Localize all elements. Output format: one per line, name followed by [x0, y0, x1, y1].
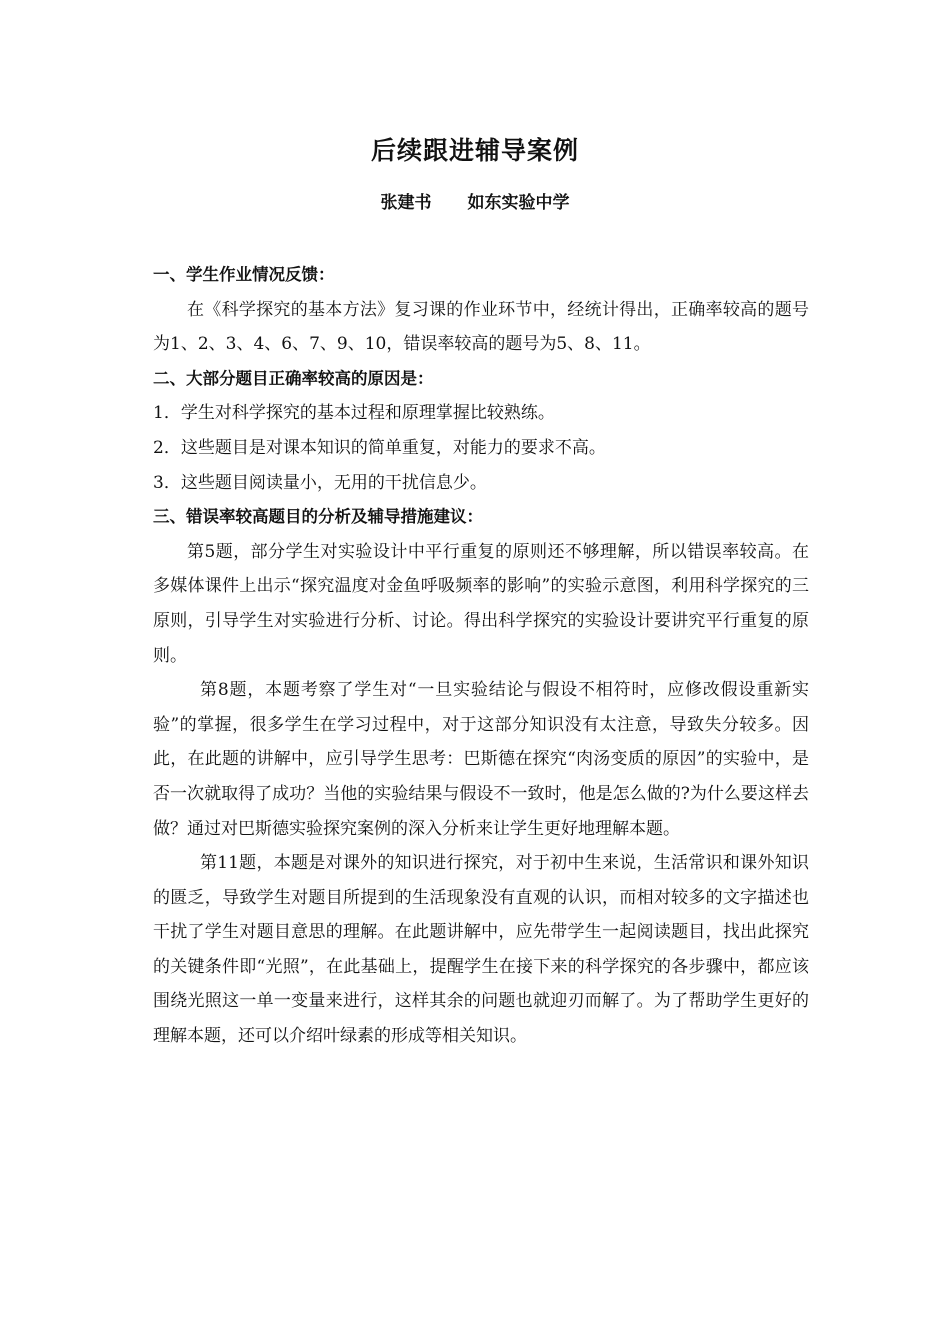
author-school: 如东实验中学	[467, 193, 570, 213]
section-heading-1: 一、学生作业情况反馈：	[153, 265, 335, 284]
section-heading-2: 二、大部分题目正确率较高的原因是：	[153, 368, 434, 388]
section-heading-3: 三、错误率较高题目的分析及辅导措施建议：	[153, 507, 483, 527]
list-item: 3．这些题目阅读量小，无用的干扰信息少。	[153, 472, 487, 493]
author-line	[0, 190, 950, 216]
list-item: 1．学生对科学探究的基本过程和原理掌握比较熟练。	[153, 403, 555, 424]
paragraph-question-11: 第11题，本题是对课外的知识进行探究，对于初中生来说，生活常识和课外知识的匮乏，导致学生对题目所提到的生活现象没有直观的认识，而相对较多的文字描述也干扰了学生对题目意思的理解。在此题讲解中，应先带学生一起阅读题目，找出此探究的关键条件即“光照”，在此基础上，提醒学生在接下来的科学探究的各步骤中，都应该围绕光照这一单一变量来进行，这样其余的问题也就迎刃而解了。为了帮助学生更好的理解本题，还可以介绍叶绿素的形成等相关知识。	[153, 853, 809, 1047]
document-title: 后续跟进辅导案例	[370, 136, 579, 165]
paragraph-question-5: 第5题，部分学生对实验设计中平行重复的原则还不够理解，所以错误率较高。在多媒体课件上出示“探究温度对金鱼呼吸频率的影响”的实验示意图，利用科学探究的三原则，引导学生对实验进行分析、讨论。得出科学探究的实验设计要讲究平行重复的原则。	[153, 541, 809, 666]
document-body	[153, 258, 809, 1054]
paragraph-feedback: 在《科学探究的基本方法》复习课的作业环节中，经统计得出，正确率较高的题号为1、2、3、4、6、7、9、10，错误率较高的题号为5、8、11。	[153, 299, 809, 355]
list-item: 2．这些题目是对课本知识的简单重复，对能力的要求不高。	[153, 437, 606, 458]
author-name: 张建书	[380, 193, 432, 213]
paragraph-question-8: 第8题，本题考察了学生对“一旦实验结论与假设不相符时，应修改假设重新实验”的掌握，很多学生在学习过程中，对于这部分知识没有太注意，导致失分较多。因此，在此题的讲解中，应引导学生思考：巴斯德在探究“肉汤变质的原因”的实验中，是否一次就取得了成功？当他的实验结果与假设不一致时，他是怎么做的?为什么要这样去做？通过对巴斯德实验探究案例的深入分析来让学生更好地理解本题。	[153, 680, 809, 839]
